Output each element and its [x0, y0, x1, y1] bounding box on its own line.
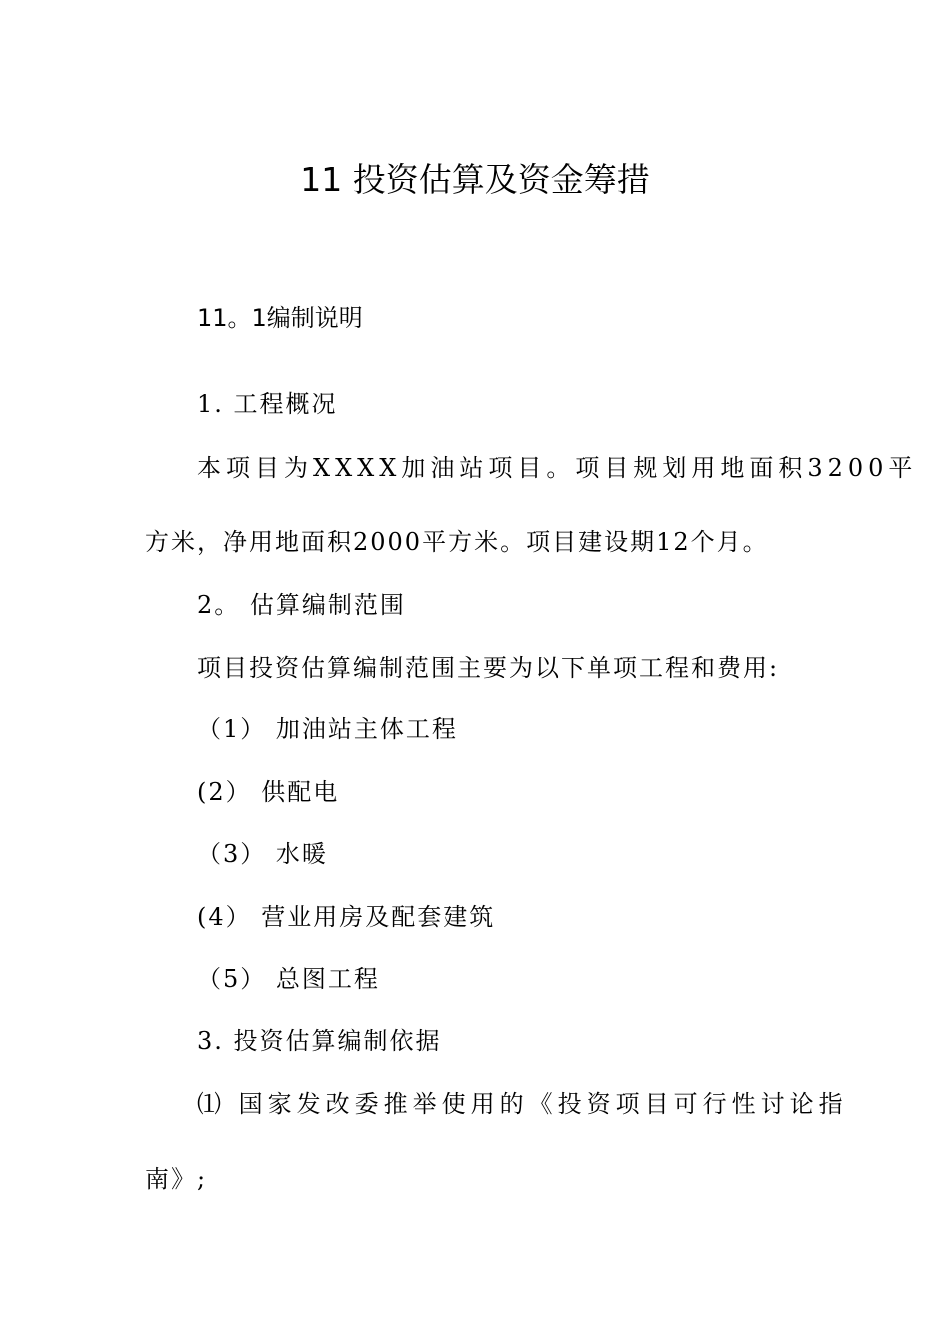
subsection-heading-basis: 3. 投资估算编制依据	[197, 1027, 442, 1055]
list-item: (4） 营业用房及配套建筑	[197, 903, 496, 931]
section-heading: 11。1编制说明	[197, 304, 363, 332]
subsection-heading-overview: 1. 工程概况	[197, 390, 338, 418]
list-item: (2） 供配电	[197, 778, 340, 806]
list-item: （5） 总图工程	[197, 965, 380, 993]
paragraph-line: 项目投资估算编制范围主要为以下单项工程和费用:	[197, 654, 780, 682]
page-title: 11 投资估算及资金筹措	[300, 160, 650, 199]
subsection-heading-scope: 2。 估算编制范围	[197, 591, 406, 619]
list-item: （3） 水暖	[197, 840, 328, 868]
list-item: 南》;	[145, 1165, 208, 1193]
list-item: （1） 加油站主体工程	[197, 715, 458, 743]
paragraph-line: 本项目为XXXX加油站项目。项目规划用地面积3200平	[197, 454, 918, 482]
paragraph-line: 方米，净用地面积2000平方米。项目建设期12个月。	[145, 528, 769, 556]
list-item: ⑴ 国家发改委推举使用的《投资项目可行性讨论指	[197, 1090, 848, 1118]
